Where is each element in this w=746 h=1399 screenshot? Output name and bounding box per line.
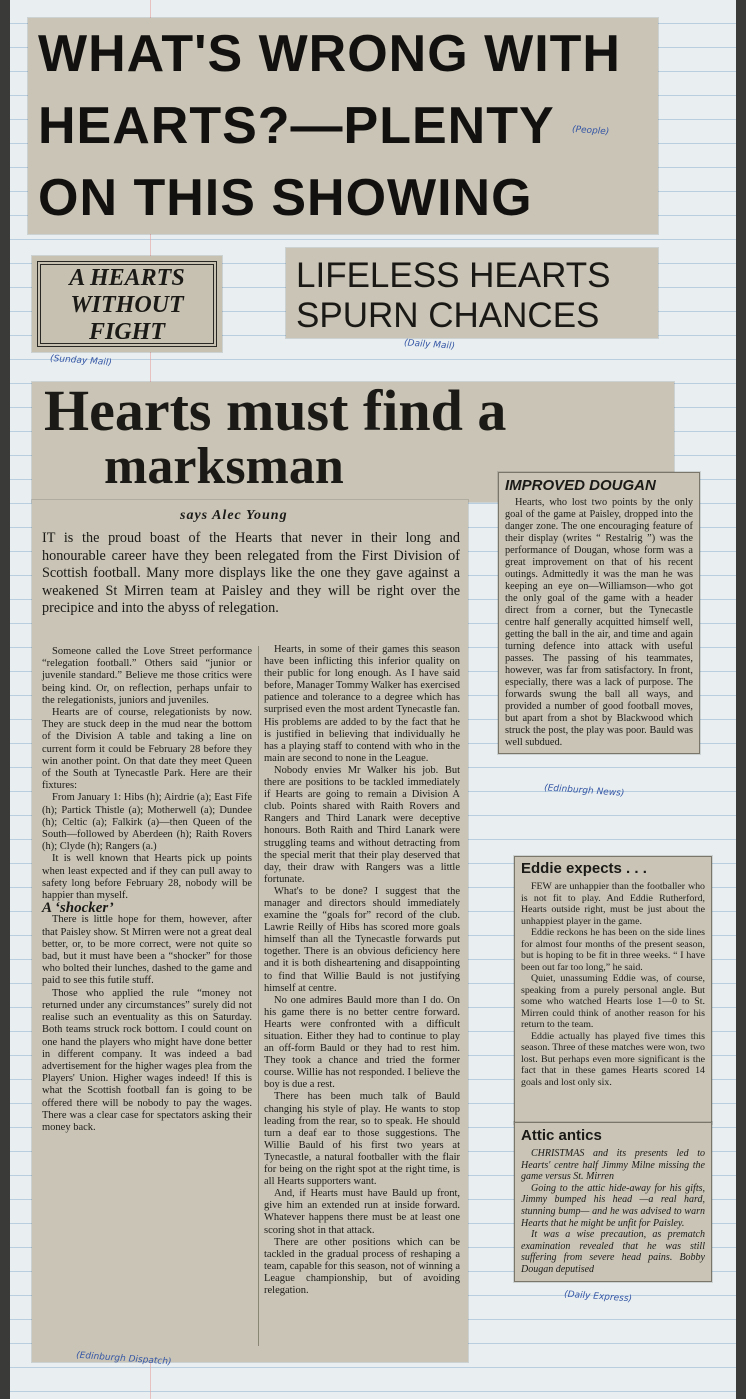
- col1-para-3: From January 1: Hibs (h); Airdrie (a); East Fife (h); Partick Thistle (a); Motherwell (a); Dundee (h); Celtic (a); Falkirk (a)—then Queen of the South—followed by Aberdeen (h); Raith Rovers (h); Clyde (h); Rangers (a.): [42, 792, 252, 853]
- source-note-daily-mail: (Daily Mail): [403, 338, 456, 352]
- eddie-para-3: Quiet, unassuming Eddie was, of course, speaking from a purely personal angle. But some who watched Hearts lose 1—0 to St. Mirren could think of another reason for his return to the team.: [521, 973, 705, 1030]
- col1-para-2: Hearts are of course, relegationists by now. They are stuck deep in the mud near the bottom of the Division A table and taking a line on current form it could be February 28 before they win another point. On that date they meet Queen of the South at Tynecastle Park. Here are their fixtures:: [42, 707, 252, 792]
- lead-paragraph: IT is the proud boast of the Hearts that never in their long and honourable career have they been relegated from the First Division of Scottish football. Many more displays like the one they gave against a weakened St Mirren team at Paisley and they will be right over the precipice and into the abyss of relegation.: [42, 530, 460, 617]
- dougan-headline: IMPROVED DOUGAN: [505, 477, 656, 494]
- marksman-headline-2: marksman: [104, 438, 344, 495]
- col2-para-1: Hearts, in some of their games this season have been inflicting this inferior quality on their public for long enough. As I have said before, Manager Tommy Walker has exercised patience and tolerance to a degree which has surprised even the most ardent Tynecastle fan. His problems are added to by the fact that he is justified in believing that individually he has a playing staff to contend with who in the main are second to none in the League.: [264, 644, 460, 764]
- source-note-daily-express: (Daily Express): [563, 1289, 633, 1305]
- lifeless-clipping: [286, 248, 658, 338]
- source-note-edinburgh-news: (Edinburgh News): [543, 783, 625, 799]
- col2-para-7: There are other positions which can be tackled in the gradual process of reshaping a team, capable for this season, not of winning a League championship, but of avoiding relegation.: [264, 1236, 460, 1296]
- headline-main-line-1: WHAT'S WRONG WITH: [38, 25, 621, 83]
- dougan-clipping: [498, 472, 700, 754]
- without-fight-clipping: [32, 256, 222, 352]
- source-note-people: (People): [571, 124, 610, 138]
- lifeless-line-2: SPURN CHANCES: [296, 296, 600, 335]
- attic-para-3: It was a wise precaution, as prematch examination revealed that he was still suffering from severe head pains. Bobby Dougan deputised: [521, 1229, 705, 1275]
- eddie-headline: Eddie expects . . .: [521, 860, 647, 877]
- lifeless-line-1: LIFELESS HEARTS: [296, 256, 611, 295]
- subhead-shocker: A ‘shocker’: [42, 900, 114, 917]
- headline-main-line-2: HEARTS?—PLENTY: [38, 97, 555, 155]
- marksman-headline-1: Hearts must find a: [44, 378, 507, 443]
- column-rule: [258, 646, 259, 1346]
- col2-para-6: And, if Hearts must have Bauld up front, give him an extended run at inside forward. Whatever happens there must be at least one scoring shot in that attack.: [264, 1188, 460, 1236]
- col2-para-4: No one admires Bauld more than I do. On his game there is no better centre forward. Hearts were confronted with a difficult situation. Either they had to continue to play an off-form Bauld or they had to rest him. They took a chance and tried the former course. Willie has not responded. I believe the boy is due a rest.: [264, 994, 460, 1091]
- dougan-body: Hearts, who lost two points by the only goal of the game at Paisley, dropped into the danger zone. The one encouraging feature of their display (writes “ Restalrig ”) was the performance of Dougan, whose form was a great improvement on that of his recent outings. Admittedly it was the man he was keeping an eye on—Williamson—who got the only goal of the game with a header direct from a corner, but the Tynecastle centre half generally acquitted himself well, getting the ball in the air, and time and again turning defence into attack with useful passes. The passing of his teammates, however, was far from satisfactory. In front, especially, there was a lack of purpose. The forwards swung the ball all ways, and provided a number of good football moves, but apart from a shot by Blackwood which struck the post, the play was poor. Bauld was well subdued.: [505, 497, 693, 748]
- byline: says Alec Young: [180, 508, 288, 523]
- col2-para-3: What's to be done? I suggest that the manager and directors should immediately examine the “goals for” record of the club. Lawrie Reilly of Hibs has scored more goals himself than all the Tynecastle forwards put together. There is an obvious deficiency here and it is both disheartening and disappointing to find that Willie Bauld is not justifying himself at centre.: [264, 885, 460, 994]
- headline-main-line-3: ON THIS SHOWING: [38, 169, 533, 227]
- headline-main-clipping: [28, 18, 658, 234]
- article-column-2: [264, 644, 460, 1297]
- col1-para-5: There is little hope for them, however, after that Paisley show. St Mirren were not a great deal better, or, to be more correct, were not quite so bad, but it must have been a “shocker” for those who bolted their lunches, dashed to the game and paid to see this futile stuff.: [42, 914, 252, 987]
- col2-para-5: There has been much talk of Bauld changing his style of play. He wants to stop leading from the rear, so to speak. He should turn a deaf ear to those suggestions. The Willie Bauld of his first two years at Tynecastle, a natural footballer with the flair for being on the right spot at the right time, is all Hearts supporters want.: [264, 1091, 460, 1188]
- marksman-article: [32, 500, 468, 1362]
- eddie-clipping: [514, 856, 712, 1124]
- attic-clipping: [514, 1122, 712, 1282]
- col2-para-2: Nobody envies Mr Walker his job. But there are positions to be tackled immediately if Hearts are going to remain a Division A club. Points shared with Raith Rovers and Rangers and Third Lanark were deceptive honours. Both Raith and Third Lanark were struggling teams and without detracting from the special merit that their play deserved that day, their draw with Rangers was a little fortunate.: [264, 764, 460, 885]
- col1-para-4: It is well known that Hearts pick up points when least expected and if they can pull away to safety long before February 28, nobody will be happier than myself.: [42, 853, 252, 902]
- without-fight-line-3: FIGHT: [88, 319, 165, 345]
- attic-para-2: Going to the attic hide-away for his gifts, Jimmy bumped his head —a real hard, stunning bump— and he was advised to warn Hearts that he might be unfit for Paisley.: [521, 1182, 705, 1229]
- col1-para-1: Someone called the Love Street performance “relegation football.” Others said “junior or juvenile standard.” Believe me those critics were being kind. Or, on reflection, perhaps unfair to the relegationists, juniors and juveniles.: [42, 646, 252, 706]
- without-fight-line-2: WITHOUT: [70, 292, 184, 318]
- eddie-para-2: Eddie reckons he has been on the side lines for almost four months of the present season, but is hoping to be fit in three weeks. “ I have been out far too long,” he said.: [521, 927, 705, 973]
- col1-para-6: Those who applied the rule “money not returned under any circumstances” surely did not realise such an eventuality as this on Saturday. Both teams struck rock bottom. I could count on one hand the players who might have done better in different company. It was indeed a bad advertisement for the higher wages plea from the Players' Union. Higher wages indeed! If this is what the Scottish football fan is going to be offered there will be nobody to pay the wages. There was a clear case for spectators asking their money back.: [42, 987, 252, 1133]
- attic-headline: Attic antics: [521, 1127, 602, 1144]
- attic-para-1: CHRISTMAS and its presents led to Hearts' centre half Jimmy Milne missing the game versus St. Mirren: [521, 1148, 705, 1183]
- article-column-1: [42, 646, 252, 1134]
- without-fight-line-1: A HEARTS: [69, 265, 185, 291]
- source-note-sunday-mail: (Sunday Mail): [49, 353, 113, 369]
- source-note-edinburgh-dispatch: (Edinburgh Dispatch): [75, 1350, 172, 1368]
- eddie-para-4: Eddie actually has played five times this season. Three of these matches were won, two lost. But perhaps even more significant is the fact that in these games Hearts scored 14 goals and lost only six.: [521, 1030, 705, 1088]
- eddie-para-1: FEW are unhappier than the footballer who is not fit to play. And Eddie Rutherford, Hearts outside right, must be just about the unhappiest player in the game.: [521, 881, 705, 927]
- scrapbook-page: [10, 0, 736, 1399]
